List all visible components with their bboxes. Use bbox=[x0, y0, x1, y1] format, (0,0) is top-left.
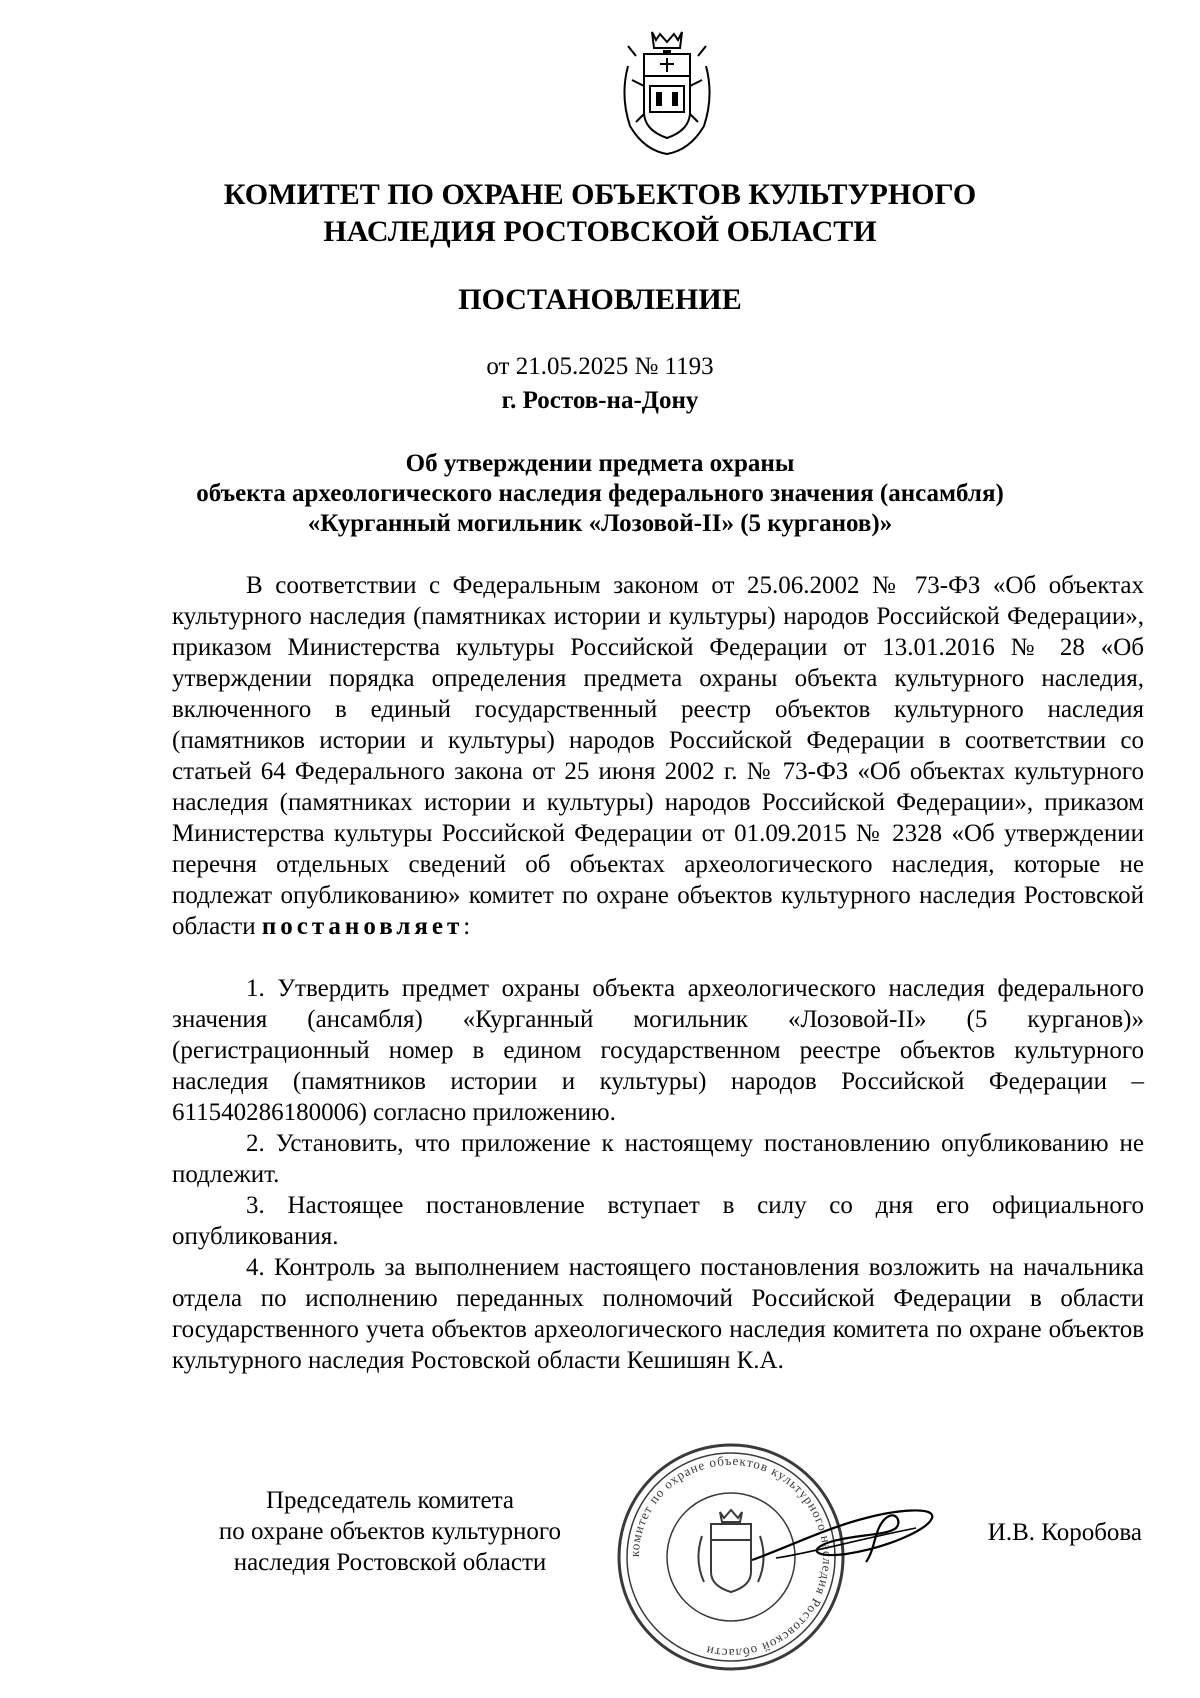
organization-title-line1: КОМИТЕТ ПО ОХРАНЕ ОБЪЕКТОВ КУЛЬТУРНОГО bbox=[223, 178, 977, 211]
preamble-paragraph bbox=[172, 570, 1144, 942]
subject-line2: объекта археологического наследия федерального значения (ансамбля) bbox=[196, 480, 1004, 507]
paragraph-gap bbox=[172, 942, 1144, 973]
preamble-text: В соответствии с Федеральным законом от 25.06.2002 № 73-ФЗ «Об объектах культурного наследия (памятниках истории и культуры) народов Российской Федерации», приказом Министерства культуры Российской Федерации от 13.01.2016 № 28 «Об утверждении порядка определения предмета охраны объекта культурного наследия, включенного в единый государственный реестр объектов культурного наследия (памятников истории и культуры) народов Российской Федерации в соответствии со статьей 64 Федерального закона от 25 июня 2002 г. № 73-ФЗ «Об объектах культурного наследия (памятниках истории и культуры) народов Российской Федерации», приказом Министерства культуры Российской Федерации от 01.09.2015 № 2328 «Об утверждении перечня отдельных сведений об объектах археологического наследия, которые не подлежат опубликованию» комитет по охране объектов культурного наследия Ростовской области bbox=[172, 572, 1144, 940]
item-paragraph-4: 4. Контроль за выполнением настоящего постановления возложить на начальника отдела по исполнению переданных полномочий Российской Федерации в области государственного учета объектов археологического наследия комитета по охране объектов культурного наследия Ростовской области Кешишян К.А. bbox=[172, 1254, 1144, 1374]
resolves-word: постановляет bbox=[261, 913, 464, 940]
signatory-position bbox=[180, 1485, 600, 1578]
subject-line1: Об утверждении предмета охраны bbox=[405, 450, 795, 477]
document-body bbox=[172, 570, 1144, 1376]
organization-title-line2: НАСЛЕДИЯ РОСТОВСКОЙ ОБЛАСТИ bbox=[323, 215, 877, 248]
item-paragraph-2: 2. Установить, что приложение к настоящему постановлению опубликованию не подлежит. bbox=[172, 1130, 1144, 1188]
document-city: г. Ростов-на-Дону bbox=[501, 387, 699, 414]
document-type: ПОСТАНОВЛЕНИЕ bbox=[458, 283, 742, 316]
handwritten-signature bbox=[746, 1488, 944, 1578]
subject-line3: «Курганный могильник «Лозовой-II» (5 курганов)» bbox=[307, 510, 893, 537]
resolves-colon: : bbox=[463, 913, 471, 940]
signatory-position-line2: по охране объектов культурного bbox=[218, 1518, 562, 1545]
item-paragraph-3: 3. Настоящее постановление вступает в силу со дня его официального опубликования. bbox=[172, 1192, 1144, 1250]
document-subject bbox=[150, 449, 1050, 539]
organization-title bbox=[160, 176, 1040, 250]
signatory-position-line1: Председатель комитета bbox=[266, 1487, 514, 1514]
signatory-position-line3: наследия Ростовской области bbox=[233, 1549, 547, 1576]
document-date-number: от 21.05.2025 № 1193 bbox=[486, 353, 714, 380]
stamp-ring-text: комитет по охране объектов культурного наследия Ростовской области bbox=[626, 1452, 836, 1662]
coat-of-arms-emblem bbox=[614, 26, 720, 158]
signatory-name: И.В. Коробова bbox=[987, 1519, 1142, 1546]
item-paragraph-1: 1. Утвердить предмет охраны объекта археологического наследия федерального значения (ансамбля) «Курганный могильник «Лозовой-II» (5 курганов)» (регистрационный номер в едином государственном реестре объектов культурного наследия (памятников истории и культуры) народов Российской Федерации – 611540286180006) согласно приложению. bbox=[172, 975, 1144, 1126]
